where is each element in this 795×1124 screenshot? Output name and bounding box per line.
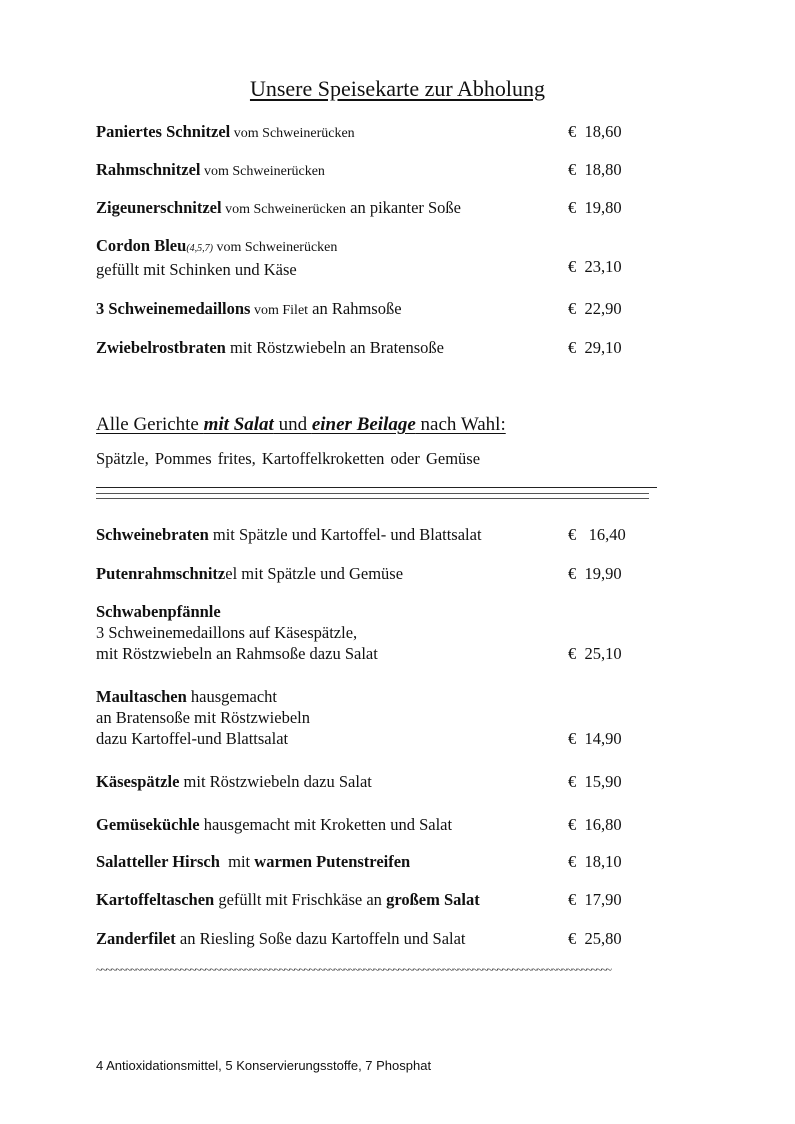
item-name: Zanderfilet bbox=[96, 929, 176, 948]
item-price: € 16,40 bbox=[568, 525, 626, 544]
item-desc-2: an pikanter Soße bbox=[346, 198, 462, 217]
item-desc: vom Schweinerücken bbox=[230, 126, 355, 141]
item-desc: an Riesling Soße dazu Kartoffeln und Salat bbox=[175, 929, 466, 948]
item-name: Schweinebraten bbox=[96, 525, 209, 544]
allergen-footnote: 4 Antioxidationsmittel, 5 Konservierungsstoffe, 7 Phosphat bbox=[96, 1058, 432, 1073]
item-price: € 15,90 bbox=[568, 772, 622, 791]
item-name: Schwabenpfännle bbox=[96, 602, 221, 621]
divider-line bbox=[96, 487, 657, 488]
currency-sign: € bbox=[568, 257, 577, 276]
currency-sign: € bbox=[568, 564, 577, 583]
item-desc: vom Schweinerücken bbox=[212, 240, 338, 255]
item-name: Putenrahmschnitz bbox=[96, 564, 226, 583]
currency-sign: € bbox=[568, 929, 577, 948]
tilde-divider: ~~~~~~~~~~~~~~~~~~~~~~~~~~~~~~~~~~~~~~~~~~~~~~~~~~~~~~~~~~~~~~~~~~~~~~~~~~~~~~~~~~~~~~~~~~~~~~~~~~~~~~~~ bbox=[96, 964, 611, 976]
item-price: € 25,80 bbox=[568, 929, 622, 948]
currency-sign: € bbox=[568, 338, 577, 357]
item-price: € 14,90 bbox=[568, 729, 622, 748]
info-emphasis-salat: mit Salat bbox=[203, 414, 274, 435]
item-name: Zwiebelrostbraten bbox=[96, 338, 226, 357]
double-divider-line bbox=[96, 493, 649, 499]
currency-sign: € bbox=[568, 772, 577, 791]
item-desc: hausgemacht mit Kroketten und Salat bbox=[199, 815, 453, 834]
item-price: € 25,10 bbox=[568, 644, 622, 663]
currency-sign: € bbox=[568, 122, 577, 141]
item-name: Salatteller Hirsch bbox=[96, 852, 220, 871]
currency-sign: € bbox=[568, 890, 577, 909]
item-desc: mit Röstzwiebeln dazu Salat bbox=[179, 772, 372, 791]
item-desc-2: an Rahmsoße bbox=[308, 299, 402, 318]
item-price: € 19,80 bbox=[568, 198, 622, 217]
item-price: € 29,10 bbox=[568, 338, 622, 357]
item-name: Gemüseküchle bbox=[96, 815, 200, 834]
item-name: Käsespätzle bbox=[96, 772, 180, 791]
item-price: € 18,10 bbox=[568, 852, 622, 871]
item-name: Maultaschen bbox=[96, 687, 187, 706]
currency-sign: € bbox=[568, 644, 577, 663]
item-desc: vom Schweinerücken bbox=[200, 164, 325, 179]
item-price: € 18,60 bbox=[568, 122, 622, 141]
item-desc: vom Schweinerücken bbox=[221, 202, 346, 217]
item-price: € 16,80 bbox=[568, 815, 622, 834]
item-price: € 17,90 bbox=[568, 890, 622, 909]
currency-sign: € bbox=[568, 198, 577, 217]
currency-sign: € bbox=[568, 852, 577, 871]
item-name: Rahmschnitzel bbox=[96, 160, 201, 179]
item-price: € 19,90 bbox=[568, 564, 622, 583]
item-desc: hausgemacht bbox=[186, 687, 278, 706]
currency-sign: € bbox=[568, 525, 577, 544]
item-name: Zigeunerschnitzel bbox=[96, 198, 222, 217]
item-desc: mit Spätzle und Kartoffel- und Blattsalat bbox=[208, 525, 482, 544]
info-heading: Alle Gerichte mit Salat und einer Beilage nach Wahl: bbox=[96, 414, 506, 435]
currency-sign: € bbox=[568, 815, 577, 834]
item-price: € 23,10 bbox=[568, 257, 622, 276]
item-desc: mit bbox=[219, 852, 255, 871]
item-name: 3 Schweinemedaillons bbox=[96, 299, 251, 318]
allergen-note: (4,5,7) bbox=[186, 243, 213, 254]
item-line-2: an Bratensoße mit Röstzwiebeln bbox=[96, 708, 310, 727]
item-line-2: 3 Schweinemedaillons auf Käsespätzle, bbox=[96, 623, 358, 642]
item-name-2: warmen Putenstreifen bbox=[254, 852, 411, 871]
item-name: Paniertes Schnitzel bbox=[96, 122, 231, 141]
item-desc: el mit Spätzle und Gemüse bbox=[225, 564, 404, 583]
item-name: Cordon Bleu bbox=[96, 236, 187, 255]
item-name-2: großem Salat bbox=[386, 890, 480, 909]
item-line-3: dazu Kartoffel-und Blattsalat bbox=[96, 729, 289, 748]
item-line-2: gefüllt mit Schinken und Käse bbox=[96, 260, 297, 279]
item-name: Kartoffeltaschen bbox=[96, 890, 215, 909]
currency-sign: € bbox=[568, 160, 577, 179]
page-title: Unsere Speisekarte zur Abholung bbox=[249, 76, 546, 101]
item-desc: gefüllt mit Frischkäse an bbox=[214, 890, 387, 909]
item-line-3: mit Röstzwiebeln an Rahmsoße dazu Salat bbox=[96, 644, 378, 663]
item-price: € 22,90 bbox=[568, 299, 622, 318]
side-dish-options: Spätzle, Pommes frites, Kartoffelkroketten oder Gemüse bbox=[96, 449, 481, 468]
item-price: € 18,80 bbox=[568, 160, 622, 179]
currency-sign: € bbox=[568, 299, 577, 318]
item-desc: vom Filet bbox=[250, 303, 309, 318]
currency-sign: € bbox=[568, 729, 577, 748]
item-desc: mit Röstzwiebeln an Bratensoße bbox=[225, 338, 444, 357]
info-emphasis-beilage: einer Beilage bbox=[311, 414, 416, 435]
